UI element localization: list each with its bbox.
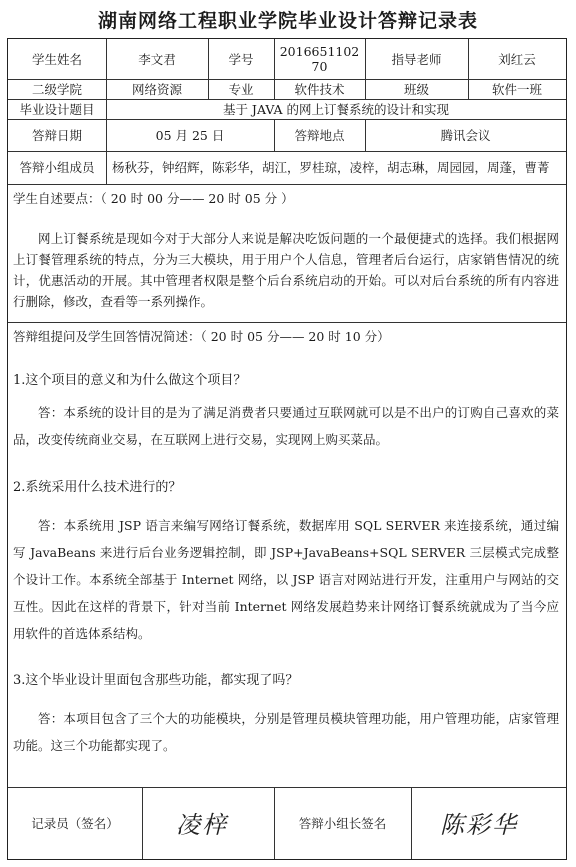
topic-value: 基于 JAVA 的网上订餐系统的设计和实现 (222, 101, 450, 117)
row-divider (8, 184, 566, 185)
members-value: 杨秋芬，钟绍辉，陈彩华，胡江，罗桂琼，凌梓，胡志琳，周园园，周蓬，曹菁 (112, 160, 550, 175)
advisor-label: 指导老师 (391, 51, 442, 67)
form-title: 湖南网络工程职业学院毕业设计答辩记录表 (97, 10, 478, 32)
row-divider (8, 322, 566, 323)
answer-2: 答：本系统用 JSP 语言来编写网络订餐系统，数据库用 SQL SERVER 来连接系统，通过编写 JavaBeans 来进行后台业务逻辑控制，即 JSP+JavaBeans+SQL SERVER 三层模式完成整个设计工作。本系统全部基于 Internet 网络，以 JSP 语言对网站进行开发，注重用户与网站的交互性。因此在这样的背景下，针对当前 Internet 网络发展趋势来计网络订餐系统就成为了当今应用软件的首选体系结构。 (13, 518, 559, 641)
date-value: 05 月 25 日 (155, 127, 225, 143)
date-label: 答辩日期 (31, 127, 82, 143)
answer-3: 答：本项目包含了三个大的功能模块，分别是管理员模块管理功能，用户管理功能，店家管理功能。这三个功能都实现了。 (13, 711, 559, 753)
leader-label: 答辩小组长签名 (298, 815, 387, 831)
class-value: 软件一班 (491, 81, 542, 97)
qa-heading: 答辩组提问及学生回答情况简述：（ 20 时 05 分—— 20 时 10 分） (13, 329, 390, 344)
recorder-signature: 凌梓 (176, 811, 228, 839)
location-label: 答辩地点 (294, 127, 345, 143)
class-label: 班级 (403, 81, 429, 97)
college-value: 网络资源 (131, 81, 182, 97)
answer-1: 答：本系统的设计目的是为了满足消费者只要通过互联网就可以是不出户的订购自己喜欢的菜品，改变传统商业交易，在互联网上进行交易，实现网上购买菜品。 (13, 405, 559, 447)
self-statement-body: 网上订餐系统是现如今对于大部分人来说是解决吃饭问题的一个最便捷式的选择。我们根据网上订餐管理系统的特点，分为三大模块，用于用户个人信息，管理者后台运行，店家销售情况的统计，优惠活动的开展。其中管理者权限是整个后台系统启动的开始。可以对后台系统的所有内容进行删除，修改，查看等一系列操作。 (13, 231, 559, 309)
leader-signature: 陈彩华 (440, 811, 518, 839)
col-divider (142, 787, 143, 859)
college-label: 二级学院 (31, 81, 82, 97)
self-statement-heading: 学生自述要点：（ 20 时 00 分—— 20 时 05 分 ） (13, 191, 294, 206)
student-id-line1: 2016651102 (279, 44, 360, 59)
question-2: 2.系统采用什么技术进行的？ (13, 480, 182, 495)
student-name-label: 学生姓名 (31, 51, 82, 67)
recorder-label: 记录员（签名） (31, 815, 119, 831)
student-name-value: 李文君 (138, 51, 176, 67)
question-1: 1.这个项目的意义和为什么做这个项目？ (13, 373, 247, 388)
student-id-line2: 70 (311, 59, 328, 74)
col-divider (411, 787, 412, 859)
student-id-value (274, 39, 365, 79)
record-form (7, 38, 567, 860)
advisor-value: 刘红云 (498, 51, 536, 67)
student-id-label: 学号 (228, 51, 254, 67)
major-value: 软件技术 (294, 81, 345, 97)
topic-label: 毕业设计题目 (19, 101, 95, 117)
major-label: 专业 (228, 81, 254, 97)
members-label: 答辩小组成员 (19, 160, 95, 175)
question-3: 3.这个毕业设计里面包含那些功能，都实现了吗？ (13, 673, 299, 688)
location-value: 腾讯会议 (440, 127, 491, 143)
